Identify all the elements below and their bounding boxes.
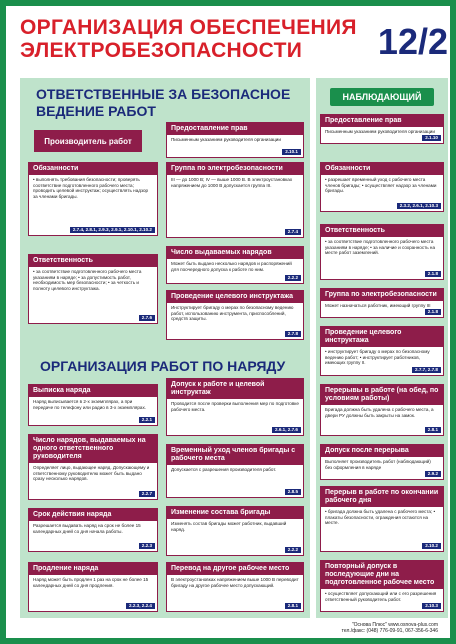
box-title: Перевод на другое рабочее место [167, 563, 303, 575]
box-admission [166, 378, 304, 436]
box-title: Выписка наряда [29, 385, 157, 397]
box-code: 2.2.3, 2.2.4 [126, 603, 155, 609]
box-text: • инструктирует бригаду о мерах по безопасному ведению работ; • инструктирует работников, имеющих группу II. [325, 349, 430, 366]
box-duties [28, 162, 158, 236]
box-text: • за соответствие подготовленного рабочего места указаниям в наряде; • за наличие и сохранность на месте работ заземлений. [325, 239, 436, 256]
box-code: 2.7.4, 2.8.1, 2.9.3, 2.9.1, 2.10.1, 2.10.2 [70, 227, 155, 233]
box-admission-after-break [320, 444, 444, 480]
box-code: 2.2.3 [139, 543, 155, 549]
box-text: Выполняет производитель работ (наблюдающий) без оформления в наряде [325, 459, 431, 470]
box-temporary-leave [166, 444, 304, 498]
box-code: 2.2.2 [285, 547, 301, 553]
box-title: Обязанности [321, 163, 443, 175]
section-title-orders: ОРГАНИЗАЦИЯ РАБОТ ПО НАРЯДУ [40, 358, 286, 374]
box-briefing [166, 290, 304, 340]
box-text: Письменным указанием руководителя организации [325, 129, 435, 134]
box-code: 2.9.2 [425, 471, 441, 477]
box-observer-briefing [320, 326, 444, 376]
box-text: Наряд может быть продлен 1 раз на срок не более 15 календарных дней со дня продления. [33, 577, 149, 588]
box-text: В электроустановках напряжением выше 1000 В переводит бригаду на другое рабочее место допускающий. [171, 577, 299, 588]
page-title: ОРГАНИЗАЦИЯ ОБЕСПЕЧЕНИЯ ЭЛЕКТРОБЕЗОПАСНОСТИ [20, 16, 357, 62]
box-title: Проведение целевого инструктажа [321, 327, 443, 347]
box-title: Число нарядов, выдаваемых на одного ответственного руководителя [29, 435, 157, 463]
box-title: Предоставление прав [167, 123, 303, 135]
box-text: Изменять состав бригады может работник, выдавший наряд. [171, 521, 287, 532]
box-observer-responsibility [320, 224, 444, 280]
box-group [166, 162, 304, 238]
box-text: • осуществляет допускающий или с его разрешения ответственный руководитель работ. [325, 591, 437, 602]
box-title: Временный уход членов бригады с рабочего места [167, 445, 303, 465]
box-observer-duties [320, 162, 444, 212]
box-text: • разрешает временный уход с рабочего места членов бригады; • осуществляет надзор за членами бригады. [325, 177, 437, 194]
box-title: Обязанности [29, 163, 157, 175]
box-code: 2.7.8 [285, 331, 301, 337]
box-text: Может назначаться работник, имеющий группу III [325, 303, 431, 308]
box-title: Повторный допуск в последующие дни на подготовленное рабочее место [321, 561, 443, 589]
box-code: 2.2.7 [139, 491, 155, 497]
box-code: 2.7.4 [285, 229, 301, 235]
box-code: 2.10.3 [422, 603, 441, 609]
box-text: Письменным указанием руководителя организации [171, 137, 281, 142]
box-code: 2.3.2, 2.6.1, 2.10.3 [397, 203, 441, 209]
box-code: 2.8.5 [285, 489, 301, 495]
footer-contacts: "Основа Плюс" www.osnova-plus.com тел./факс: (048) 776-09-91, 067-356-6-346 [341, 622, 438, 634]
box-text: Инструктирует бригаду о мерах по безопасному ведению работ, использованию инструмента, приспособлений, средств защиты. [171, 305, 294, 322]
box-extension [28, 562, 158, 612]
box-code: 2.2.1 [139, 417, 155, 423]
box-rights [166, 122, 304, 158]
box-end-of-day [320, 486, 444, 552]
box-title: Группа по электробезопасности [167, 163, 303, 175]
box-text: Разрешается выдавать наряд на срок не более 15 календарных дней со дня начала работы. [33, 523, 141, 534]
box-title: Перерыв в работе по окончании рабочего дня [321, 487, 443, 507]
box-orders-count [166, 246, 304, 284]
box-responsibility [28, 254, 158, 324]
right-column [316, 78, 448, 618]
box-code: 2.7.7, 2.7.8 [412, 367, 441, 373]
box-code: 2.7.6 [139, 315, 155, 321]
box-code: 2.1.8 [425, 271, 441, 277]
box-code: 2.1.8 [425, 309, 441, 315]
box-text: III — до 1000 В; IV — выше 1000 В. В электроустановках напряжением до 1000 В допускается группа III. [171, 177, 293, 188]
box-text: Бригада должна быть удалена с рабочего места, а двери РУ должны быть закрыты на замок. [325, 407, 434, 418]
box-text: Может быть выдано несколько нарядов и распоряжений для поочередного допуска к работе по ним. [171, 261, 292, 272]
box-repeat-admission [320, 560, 444, 612]
box-observer-group [320, 288, 444, 318]
box-code: 2.8.1 [285, 603, 301, 609]
box-code: 2.10.2 [422, 543, 441, 549]
box-observer-rights [320, 114, 444, 144]
box-text: Проводится после проверки выполнения мер по подготовке рабочего места. [171, 401, 299, 412]
box-validity [28, 508, 158, 552]
box-breaks [320, 384, 444, 436]
left-column [20, 78, 310, 618]
box-title: Продление наряда [29, 563, 157, 575]
section-title-responsible: ОТВЕТСТВЕННЫЕ ЗА БЕЗОПАСНОЕ ВЕДЕНИЕ РАБОТ [36, 86, 291, 119]
box-title: Допуск к работе и целевой инструктаж [167, 379, 303, 399]
box-text: • за соответствие подготовленного рабочего места указаниям в наряде; • за допустимость работ, необходимость мер безопасности; • за четкость и полноту целевого инструктажа. [33, 269, 142, 291]
box-code: 2.1.10 [422, 135, 441, 141]
box-text: • бригада должна быть удалена с рабочего места; • плакаты безопасности, ограждения остаются на месте. [325, 509, 436, 526]
box-title: Проведение целевого инструктажа [167, 291, 303, 303]
box-title: Изменение состава бригады [167, 507, 303, 519]
box-title: Предоставление прав [321, 115, 443, 127]
box-title: Перерывы в работе (на обед, по условиям работы) [321, 385, 443, 405]
observer-heading: НАБЛЮДАЮЩИЙ [330, 88, 434, 106]
box-code: 2.8.1 [425, 427, 441, 433]
producer-heading: Производитель работ [34, 130, 142, 152]
box-title: Ответственность [29, 255, 157, 267]
box-text: Допускается с разрешения производителя работ. [171, 467, 277, 472]
box-title: Число выдаваемых нарядов [167, 247, 303, 259]
box-title: Допуск после перерыва [321, 445, 443, 457]
box-code: 2.6.1, 2.7.6 [272, 427, 301, 433]
box-issue-order [28, 384, 158, 426]
box-text: Наряд выписывается в 2-х экземплярах, а при передаче по телефону или радио в 3-х экземплярах. [33, 399, 147, 410]
poster-code: 12/2 [377, 21, 448, 62]
box-code: 2.2.2 [285, 275, 301, 281]
box-text: • выполнять требования безопасности; проверять соответствие подготовленного рабочего места; проводить целевой инструктаж; осуществлять надзор за членами бригады. [33, 177, 149, 199]
box-team-change [166, 506, 304, 556]
header [12, 12, 456, 76]
box-transfer [166, 562, 304, 612]
box-text: Определяет лицо, выдающее наряд. Допускающему и ответственному руководителю может быть выдано сразу несколько нарядов. [33, 465, 150, 482]
box-orders-per-person [28, 434, 158, 500]
box-title: Ответственность [321, 225, 443, 237]
box-title: Срок действия наряда [29, 509, 157, 521]
box-title: Группа по электробезопасности [321, 289, 443, 301]
box-code: 2.10.1 [282, 149, 301, 155]
